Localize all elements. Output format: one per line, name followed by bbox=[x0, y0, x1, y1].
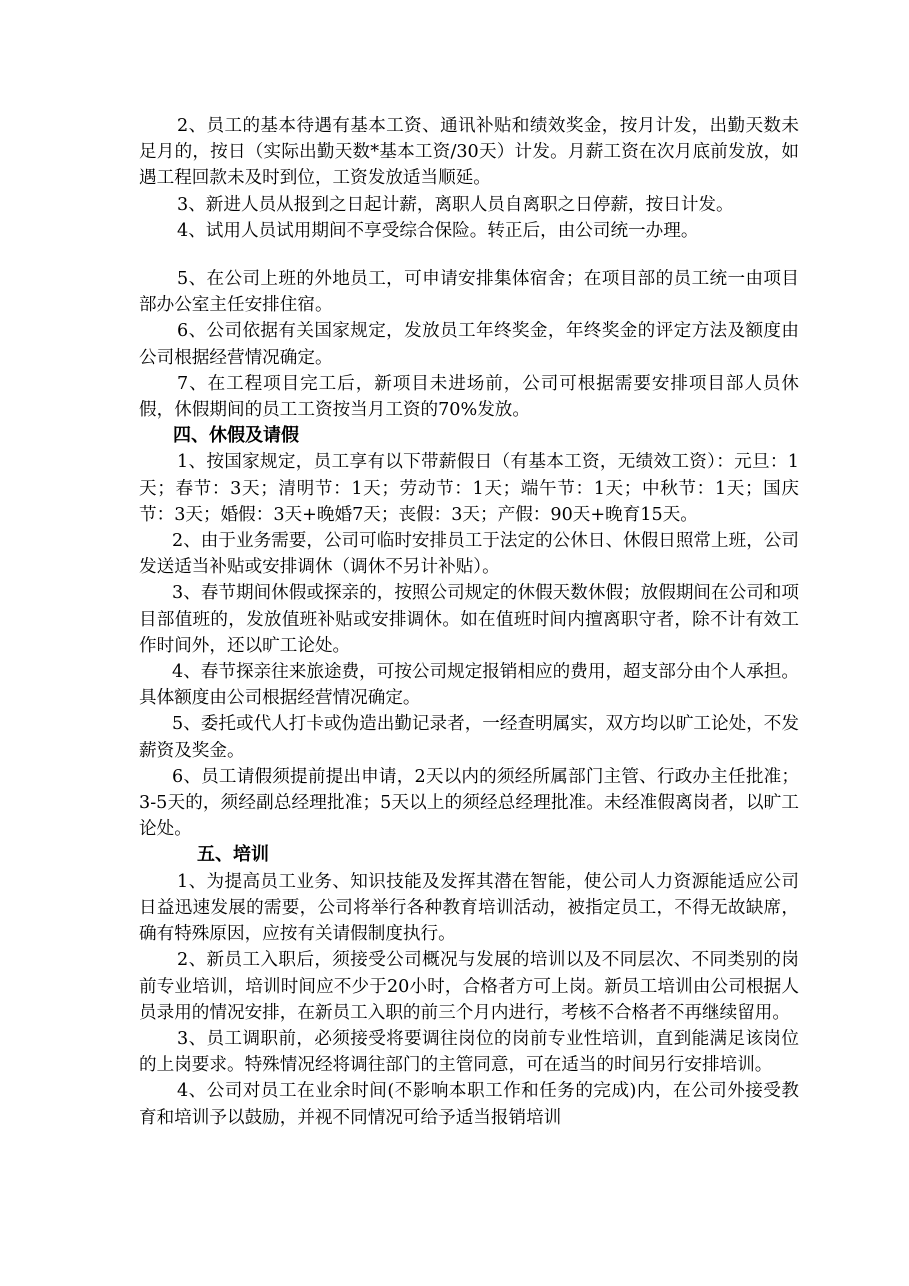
paragraph-attendance-fraud: 5、委托或代人打卡或伪造出勤记录者，一经查明属实，双方均以旷工论处，不发薪资及奖金。 bbox=[139, 714, 799, 761]
paragraph-paid-holidays: 1、按国家规定，员工享有以下带薪假日（有基本工资，无绩效工资）：元旦：1天；春节：3天；清明节：1天；劳动节：1天；端午节：1天；中秋节：1天；国庆节：3天；婚假：3天+晚婚7天；丧假：3天；产假：90天+晚育15天。 bbox=[139, 452, 799, 525]
paragraph-transfer-training: 3、员工调职前，必须接受将要调往岗位的岗前专业性培训，直到能满足该岗位的上岗要求。特殊情况经将调往部门的主管同意，可在适当的时间另行安排培训。 bbox=[139, 1028, 799, 1076]
paragraph-year-end-bonus: 6、公司依据有关国家规定，发放员工年终奖金，年终奖金的评定方法及额度由公司根据经营情况确定。 bbox=[139, 321, 799, 368]
paragraph-training-purpose: 1、为提高员工业务、知识技能及发挥其潜在智能，使公司人力资源能适应公司日益迅速发展的需要，公司将举行各种教育培训活动，被指定员工，不得无故缺席，确有特殊原因，应按有关请假制度执行。 bbox=[139, 871, 799, 945]
paragraph-basic-pay: 2、员工的基本待遇有基本工资、通讯补贴和绩效奖金，按月计发，出勤天数未足月的，按日（实际出勤天数*基本工资/30天）计发。月薪工资在次月底前发放，如遇工程回款未及时到位，工资发放适当顺延。 bbox=[139, 116, 799, 189]
paragraph-travel-expenses: 4、春节探亲往来旅途费，可按公司规定报销相应的费用，超支部分由个人承担。具体额度由公司根据经营情况确定。 bbox=[139, 662, 799, 709]
paragraph-probation-insurance: 4、试用人员试用期间不享受综合保险。转正后，由公司统一办理。 bbox=[177, 220, 699, 241]
paragraph-spring-festival-leave: 3、春节期间休假或探亲的，按照公司规定的休假天数休假；放假期间在公司和项目部值班的，发放值班补贴或安排调休。如在值班时间内擅离职守者，除不计有效工作时间外，还以旷工论处。 bbox=[139, 583, 799, 656]
paragraph-overtime-holidays: 2、由于业务需要，公司可临时安排员工于法定的公休日、休假日照常上班，公司发送适当补贴或安排调休（调休不另计补贴）。 bbox=[139, 531, 799, 578]
section-heading-training: 五、培训 bbox=[197, 844, 269, 866]
paragraph-dormitory: 5、在公司上班的外地员工，可申请安排集体宿舍；在项目部的员工统一由项目部办公室主任安排住宿。 bbox=[139, 269, 799, 316]
section-heading-leave: 四、休假及请假 bbox=[173, 425, 299, 447]
paragraph-external-training: 4、公司对员工在业余时间(不影响本职工作和任务的完成)内，在公司外接受教育和培训予以鼓励，并视不同情况可给予适当报销培训 bbox=[139, 1081, 799, 1128]
paragraph-leave-approval: 6、员工请假须提前提出申请，2天以内的须经所属部门主管、行政办主任批准；3-5天的，须经副总经理批准；5天以上的须经总经理批准。未经准假离岗者，以旷工论处。 bbox=[139, 766, 799, 840]
blank-line bbox=[139, 244, 799, 266]
paragraph-new-staff-pay: 3、新进人员从报到之日起计薪，离职人员自离职之日停薪，按日计发。 bbox=[177, 194, 734, 215]
paragraph-new-employee-training: 2、新员工入职后，须接受公司概况与发展的培训以及不同层次、不同类别的岗前专业培训，培训时间应不少于20小时，合格者方可上岗。新员工培训由公司根据人员录用的情况安排，在新员工入职的前三个月内进行，考核不合格者不再继续留用。 bbox=[139, 950, 799, 1023]
paragraph-project-leave-pay: 7、在工程项目完工后，新项目未进场前，公司可根据需要安排项目部人员休假，休假期间的员工工资按当月工资的70%发放。 bbox=[139, 373, 799, 421]
document-page bbox=[139, 113, 799, 1273]
